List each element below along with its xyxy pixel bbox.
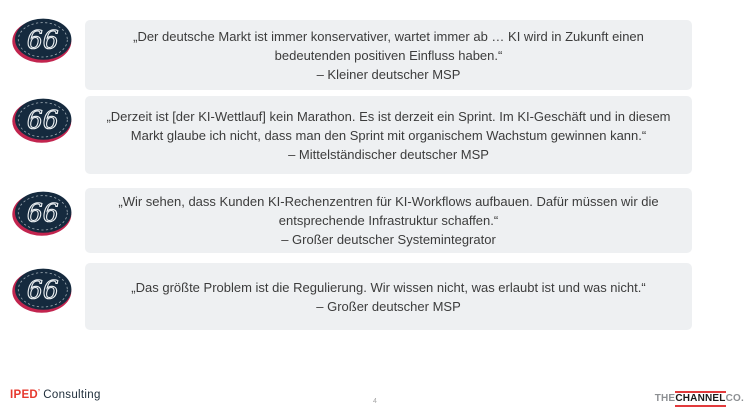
svg-text:66: 66: [26, 105, 59, 135]
double-quote-icon: [12, 17, 73, 63]
quote-text: „Der deutsche Markt ist immer konservativer, wartet immer ab … KI wird in Zukunft einen bedeutenden positiven Einfluss haben.“: [133, 28, 644, 63]
page-number: 4: [373, 398, 377, 405]
quote-icon: [12, 17, 73, 63]
quote-card: [85, 96, 692, 174]
quote-attribution: – Kleiner deutscher MSP: [316, 66, 461, 82]
quote-card: [85, 20, 692, 90]
quote-card: [85, 263, 692, 330]
quote-icon: [12, 97, 73, 143]
quote-card: [85, 188, 692, 253]
quote-text: „Derzeit ist [der KI-Wettlauf] kein Marathon. Es ist derzeit ein Sprint. Im KI-Geschäft und in diesem Markt glaube ich nicht, dass man den Sprint mit organischem Wachstum gewinnen kann.“: [106, 108, 671, 143]
svg-text:66: 66: [26, 25, 59, 55]
svg-text:66: 66: [26, 275, 59, 305]
thechannelco-logo: [655, 391, 744, 407]
thechannelco-co: CO.: [725, 393, 744, 404]
double-quote-icon: [12, 97, 73, 143]
iped-trademark: ’: [38, 389, 41, 396]
quote-attribution: – Großer deutscher MSP: [316, 298, 461, 314]
double-quote-icon: [12, 267, 73, 313]
quote-attribution: – Großer deutscher Systemintegrator: [281, 232, 496, 247]
thechannelco-channel: CHANNEL: [675, 391, 725, 407]
thechannelco-the: THE: [654, 393, 676, 404]
quote-icon: [12, 267, 73, 313]
quote-text: „Das größte Problem ist die Regulierung. Wir wissen nicht, was erlaubt ist und was nicht.“: [131, 279, 646, 295]
quote-icon: [12, 190, 73, 236]
double-quote-icon: [12, 190, 73, 236]
consulting-label: Consulting: [43, 389, 101, 401]
quote-attribution: – Mittelständischer deutscher MSP: [288, 146, 489, 162]
iped-wordmark: IPED: [10, 389, 39, 401]
svg-text:66: 66: [26, 198, 59, 228]
quote-text: „Wir sehen, dass Kunden KI-Rechenzentren für KI-Workflows aufbauen. Dafür müssen wir die entsprechende Infrastruktur schaffen.“: [118, 194, 659, 228]
